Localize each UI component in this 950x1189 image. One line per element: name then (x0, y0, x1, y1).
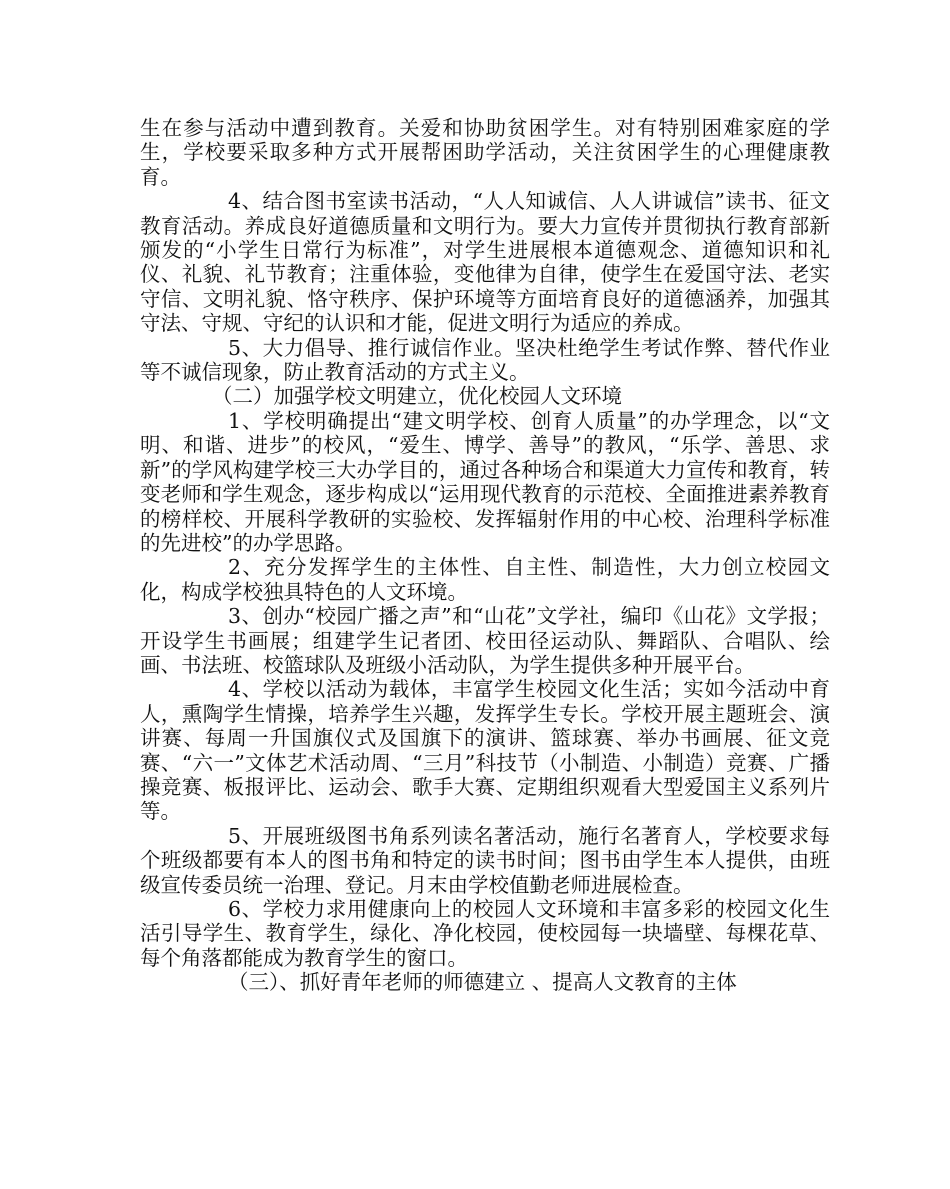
paragraph-item-4b: 4、学校以活动为载体，丰富学生校园文化生活；实如今活动中育人，熏陶学生情操，培养学生兴趣，发挥学生专长。学校开展主题班会、演讲赛、每周一升国旗仪式及国旗下的演讲、篮球赛、举办书画展、征文竞赛、“六一”文体艺术活动周、“三月”科技节（小制造、小制造）竞赛、广播操竞赛、板报评比、运动会、歌手大赛、定期组织观看大型爱国主义系列片等。 (140, 677, 830, 824)
paragraph-item-3: 3、创办“校园广播之声”和“山花”文学社，编印《山花》文学报；开设学生书画展；组建学生记者团、校田径运动队、舞蹈队、合唱队、绘画、书法班、校篮球队及班级小活动队，为学生提供多种开展平台。 (140, 604, 830, 677)
paragraph-item-6: 6、学校力求用健康向上的校园人文环境和丰富多彩的校园文化生活引导学生、教育学生，绿化、净化校园，使校园每一块墙壁、每棵花草、每个角落都能成为教育学生的窗口。 (140, 897, 830, 970)
section-heading-2: （二）加强学校文明建立，优化校园人文环境 (212, 384, 622, 409)
paragraph-item-4: 4、结合图书室读书活动，“人人知诚信、人人讲诚信”读书、征文教育活动。养成良好道德质量和文明行为。要大力宣传并贯彻执行教育部新颁发的“小学生日常行为标准”，对学生进展根本道德观念、道德知识和礼仪、礼貌、礼节教育；注重体验，变他律为自律，使学生在爱国守法、老实守信、文明礼貌、恪守秩序、保护环境等方面培育良好的道德涵养，加强其守法、守规、守纪的认识和才能，促进文明行为适应的养成。 (140, 189, 830, 336)
paragraph-item-1: 1、学校明确提出“建文明学校、创育人质量”的办学理念，以“文明、和谐、进步”的校风，“爱生、博学、善导”的教风，“乐学、善思、求新”的学风构建学校三大办学目的，通过各种场合和渠道大力宣传和教育，转变老师和学生观念，逐步构成以“运用现代教育的示范校、全面推进素养教育的榜样校、开展科学教研的实验校、发挥辐射作用的中心校、治理科学标准的先进校”的办学思路。 (140, 408, 830, 555)
paragraph-item-2: 2、充分发挥学生的主体性、自主性、制造性，大力创立校园文化，构成学校独具特色的人文环境。 (140, 555, 830, 604)
section-heading-3: （三）、抓好青年老师的师德建立 、提高人文教育的主体 (228, 970, 737, 995)
paragraph-continuation: 生在参与活动中遭到教育。关爱和协助贫困学生。对有特别困难家庭的学生，学校要采取多种方式开展帮困助学活动，关注贫困学生的心理健康教育。 (140, 116, 830, 189)
paragraph-item-5: 5、大力倡导、推行诚信作业。坚决杜绝学生考试作弊、替代作业等不诚信现象，防止教育活动的方式主义。 (140, 335, 830, 385)
paragraph-item-5b: 5、开展班级图书角系列读名著活动，施行名著育人，学校要求每个班级都要有本人的图书角和特定的读书时间；图书由学生本人提供，由班级宣传委员统一治理、登记。月末由学校值勤老师进展检查。 (140, 823, 830, 897)
document-body (140, 116, 830, 995)
